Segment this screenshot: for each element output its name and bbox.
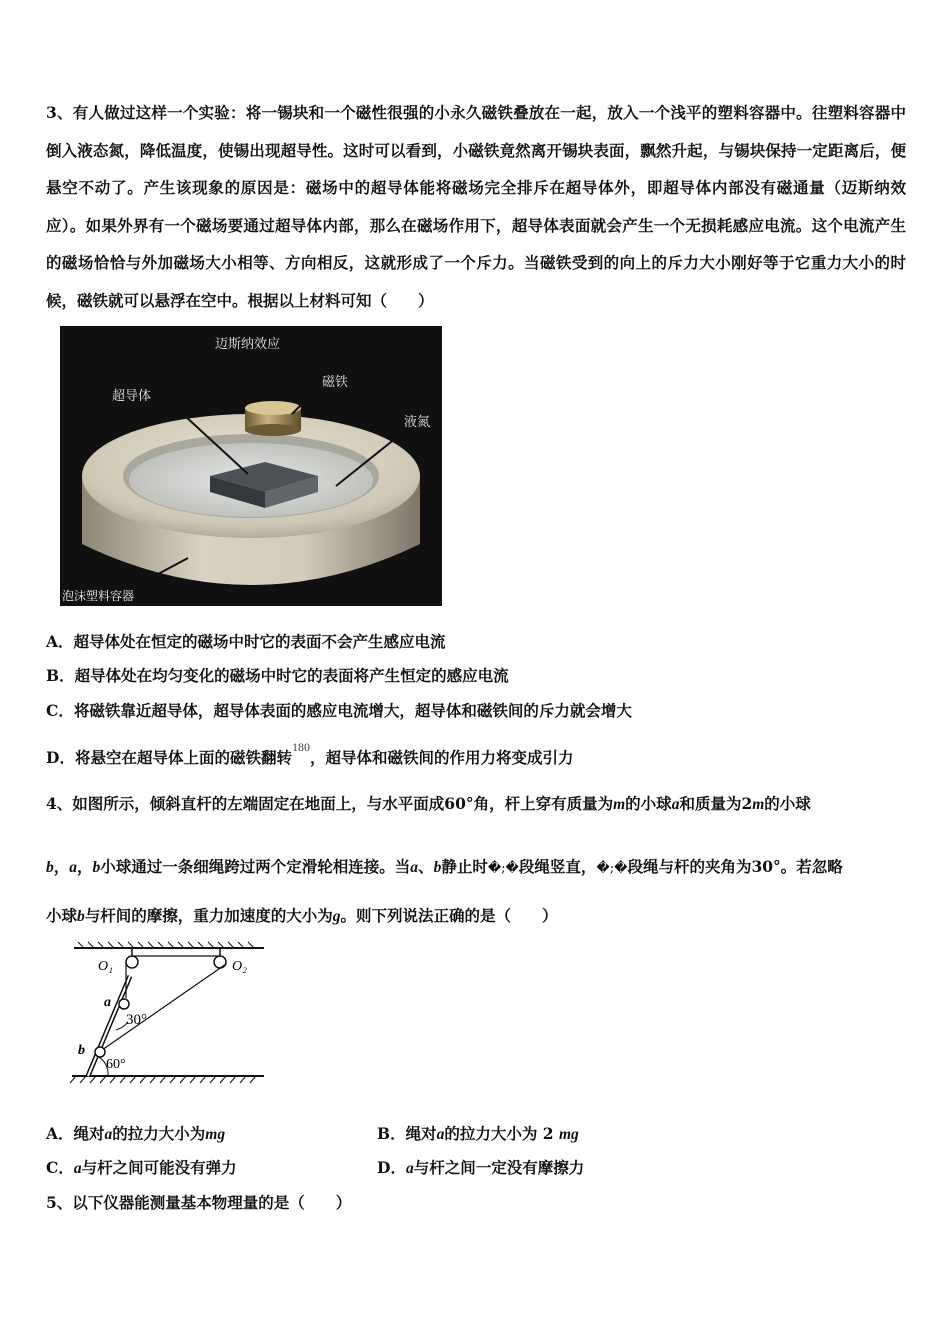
var-a: a [73,1160,82,1177]
q4-text: ， [53,857,70,876]
q4-text: 和质量为2 [679,794,753,813]
q3-option-a: A．超导体处在恒定的磁场中时它的表面不会产生感应电流 [46,632,446,651]
q4-option-a [46,1122,225,1144]
q3-option-d-pre: D．将悬空在超导体上面的磁铁翻转 [46,748,292,767]
label-o1: O₁ [98,959,113,974]
q4-text: 的小球 [625,794,672,813]
q3-option-d [46,740,574,768]
q4-opt-text: 与杆之间一定没有摩擦力 [413,1158,585,1177]
q4-opt-text: 的拉力大小为 [112,1124,206,1143]
var-mg: mg [558,1126,579,1143]
var-b: b [92,859,101,876]
q4-option-b [377,1122,579,1144]
q3-option-b: B．超导体处在均匀变化的磁场中时它的表面将产生恒定的感应电流 [46,666,509,685]
q4-line-1 [46,792,811,814]
broken-glyph: �;� [596,861,628,876]
q4-text: ， [77,857,93,876]
q4-opt-text: C． [46,1158,74,1177]
label-o2: O₂ [232,959,247,974]
var-a: a [436,1126,445,1143]
q4-text: 段绳与杆的夹角为30°。若忽略 [627,857,843,876]
label-a: a [104,995,111,1010]
q4-text: 小球 [46,906,78,925]
var-m: m [752,796,765,813]
var-a: a [410,859,419,876]
label-liquid-nitrogen: 液氮 [404,415,431,430]
var-a: a [69,859,78,876]
q4-text: 小球通过一条细绳跨过两个定滑轮相连接。当 [100,857,411,876]
q4-opt-text: D． [377,1158,406,1177]
q4-option-d [377,1156,584,1178]
question-3-text: 3、有人做过这样一个实验：将一锡块和一个磁性很强的小永久磁铁叠放在一起，放入一个浅平的塑料容器中。往塑料容器中倒入液态氮，降低温度，使锡出现超导性。这时可以看到，小磁铁竟然离开锡块表面，飘然升起，与锡块保持一定距离后，便悬空不动了。产生该现象的原因是：磁场中的超导体能将磁场完全排斥在超导体外，即超导体内部没有磁通量（迈斯纳效应）。如果外界有一个磁场要通过超导体内部，那么在磁场作用下，超导体表面就会产生一个无损耗感应电流。这个电流产生的磁场恰恰与外加磁场大小相等、方向相反，这就形成了一个斥力。当磁铁受到的向上的斥力大小刚好等于它重力大小的时候，磁铁就可以悬浮在空中。根据以上材料可知（ ） [46,103,906,310]
q4-text: 静止时 [441,857,488,876]
q4-opt-text: A．绳对 [46,1124,105,1143]
var-b: b [77,908,85,925]
q4-opt-text: 的拉力大小为 2 [444,1124,559,1143]
angle-60: 60° [106,1057,126,1072]
angle-30: 30° [126,1012,147,1028]
q3-option-c: C．将磁铁靠近超导体，超导体表面的感应电流增大，超导体和磁铁间的斥力就会增大 [46,701,632,720]
q4-option-c [46,1156,237,1178]
var-a: a [405,1160,414,1177]
broken-glyph: �;� [487,861,519,876]
meissner-effect-photo [60,326,442,606]
var-a: a [671,796,680,813]
q4-text: 与杆间的摩擦，重力加速度的大小为 [84,906,333,925]
label-container: 泡沫塑料容器 [62,589,135,603]
q4-line-3 [46,904,558,926]
q4-text: 4、如图所示，倾斜直杆的左端固定在地面上，与水平面成60°角，杆上穿有质量为 [46,794,614,813]
var-g: g [332,908,341,925]
var-b: b [433,859,442,876]
pulley-rod-diagram [68,940,268,1085]
label-b: b [78,1043,85,1058]
q4-opt-text: 与杆之间可能没有弹力 [81,1158,237,1177]
q4-text: 。则下列说法正确的是（ ） [340,906,558,925]
q4-text: 的小球 [764,794,811,813]
q4-text: 、 [418,857,434,876]
q3-option-d-sup: 180 [291,740,310,754]
q4-line-2 [46,855,843,877]
figure-title: 迈斯纳效应 [215,337,281,352]
q4-opt-text: B．绳对 [377,1124,437,1143]
q3-option-d-post: ，超导体和磁铁间的作用力将变成引力 [309,748,574,767]
q4-text: 段绳竖直， [518,857,597,876]
var-b: b [46,859,54,876]
var-m: m [613,796,626,813]
question-5-text: 5、以下仪器能测量基本物理量的是（ ） [46,1193,352,1212]
var-mg: mg [205,1126,226,1143]
label-magnet: 磁铁 [322,375,349,390]
label-superconductor: 超导体 [112,389,152,404]
var-a: a [104,1126,113,1143]
